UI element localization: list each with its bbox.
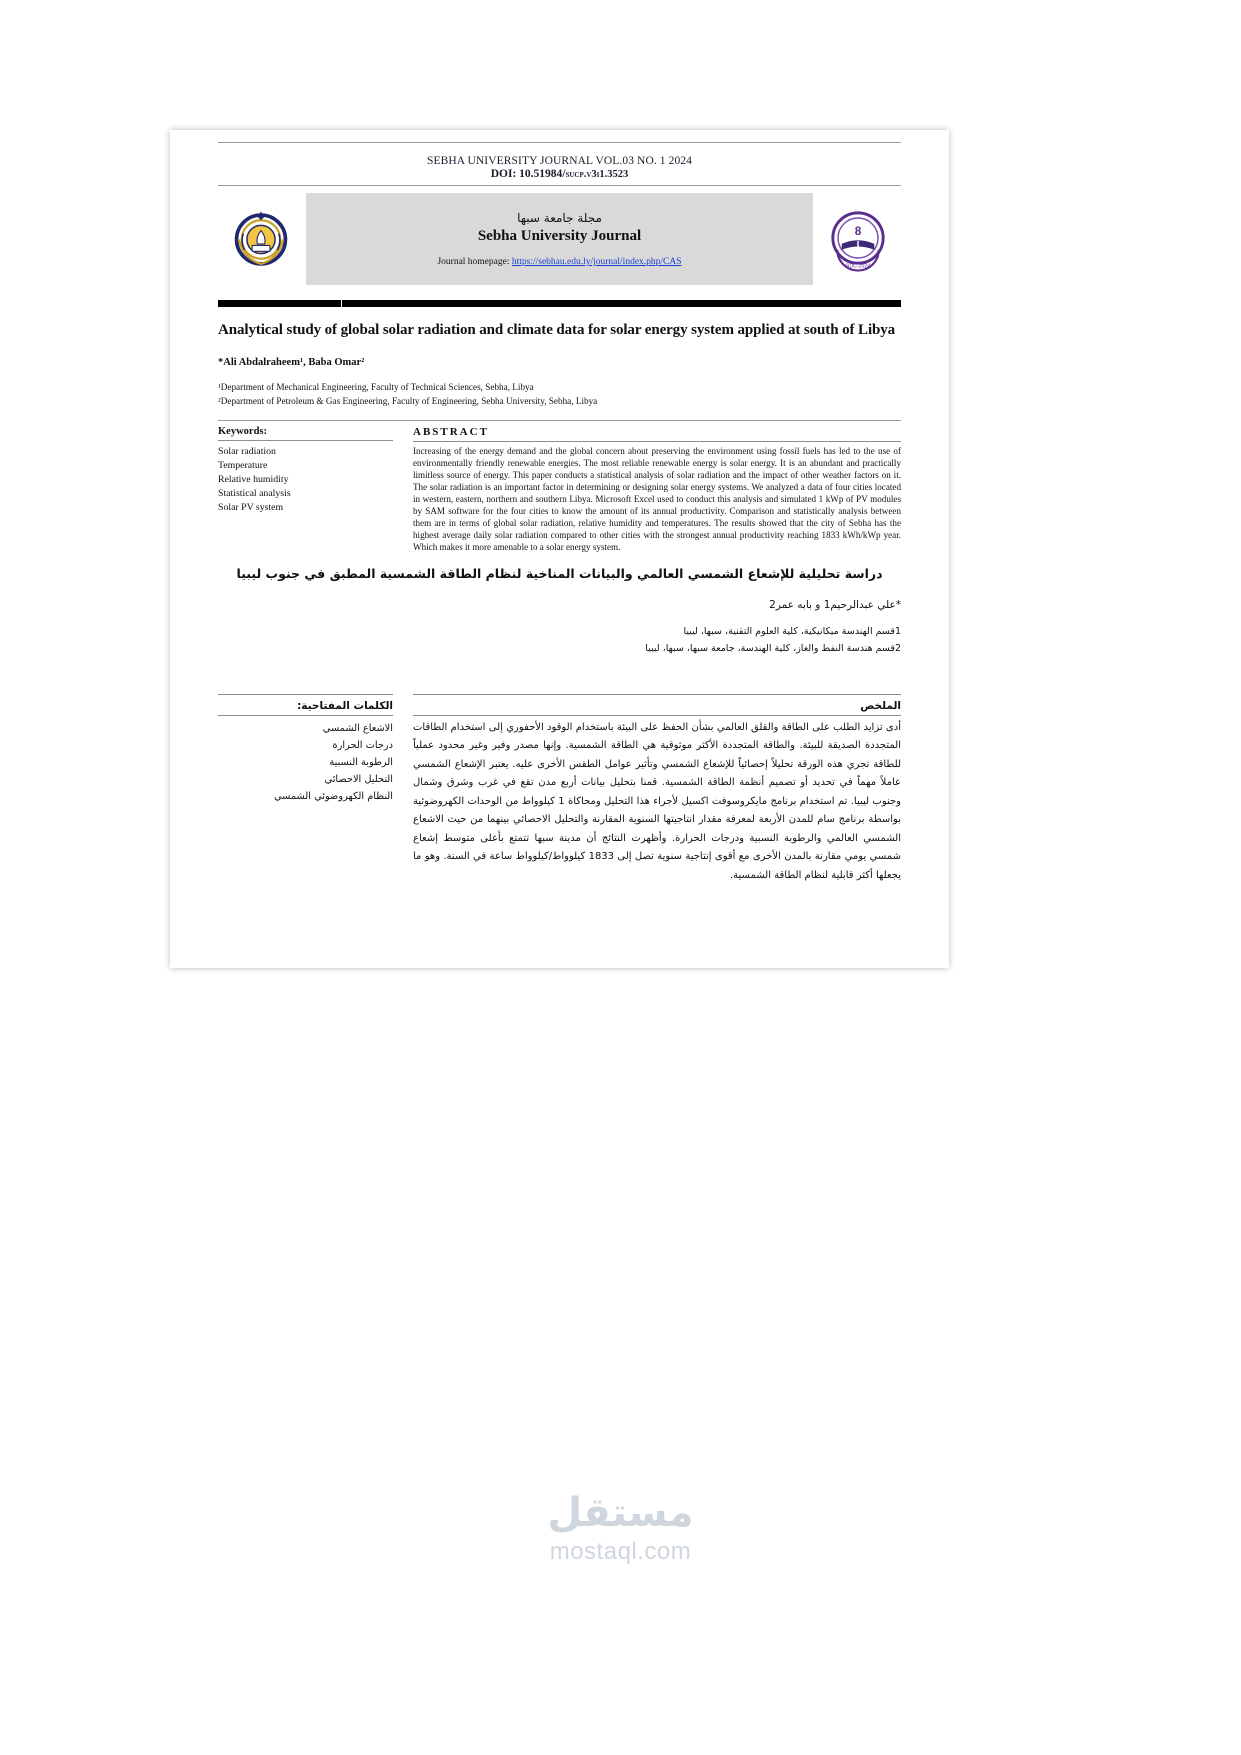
arabic-keyword-item: النظام الكهروضوئي الشمسي [273,791,393,803]
doi-prefix: DOI: 10.51984/ [490,168,566,180]
sebha-university-seal-icon [224,201,298,275]
watermark-arabic-text: مستقل [547,1490,694,1536]
arabic-abstract-body: أدى تزايد الطلب على الطاقة والقلق العالمي بشأن الحفظ على البيئة باستخدام الوقود الأحفوري إلى استخدام الطاقات المتجددة الصديقة للبيئة. والطاقة المتجددة الأكثر موثوقية هي الطاقة الشمسية. وإنها مصدر وفير وغير محدود عملياً للطاقة تجري هذه الورقة تحليلاً إحصائياً للإشعاع الشمسي وتأثير عوامل الطقس الأخرى عليه. يعتبر الإشعاع الشمسي عاملاً مهماً في تحديد أو تصميم أنظمة الطاقة الشمسية. قمنا بتحليل بيانات أربع مدن تقع في غرب وشرق وشمال وجنوب ليبيا. تم استخدام برنامج مايكروسوفت اكسيل لأجراء هذا التحليل ومحاكاة 1 كيلوواط من الوحدات الكهروضوئية بواسطة برنامج سام للمدن الأربعة لمعرفة مقدار انتاجيتها السنوية المقارنة والتحليل الاحصائي بينهما من حيث الاشعاع الشمسي العالمي والرطوبة النسبية ودرجات الحرارة. وأظهرت النتائج أن مدينة سبها تتمتع بأعلى متوسط إشعاع شمسي يومي مقارنة بالمدن الأخرى مع أقوى إنتاجية سنوية تصل إلى 1833 كيلوواط/كيلوواط ساعة في السنة. وهو ما يجعلها أكثر قابلية لنظام الطاقة الشمسية. [413,721,902,881]
arabic-affiliations [218,624,901,657]
arabic-title: دراسة تحليلية للإشعاع الشمسي العالمي والبيانات المناخية لنظام الطاقة الشمسية المطبق في جنوب ليبيا [236,566,883,582]
author-list: *Ali Abdalraheem¹, Baba Omar² [218,356,365,368]
watermark-url-text: mostaql.com [549,1538,692,1565]
keyword-item: Temperature [218,460,268,472]
journal-issue-line: SEBHA UNIVERSITY JOURNAL VOL.03 NO. 1 2024 [426,155,693,167]
arabic-keywords-list [218,716,393,806]
journal-emblem-icon [821,201,895,275]
abstract-body: Increasing of the energy demand and the global concern about preserving the environment using fossil fuels has led to the use of environmentally friendly renewable energies. The most reliable renewable energy is solar energy. It is an abundant and practically limitless source of energy. This paper conducts a statistical analysis of solar radiation and the impact of other weather factors on it. The solar radiation is an important factor in determining or designing solar energy systems. We analyzed a data of four cities located in western, eastern, northern and southern Libya. Microsoft Excel used to conduct this analysis and simulated 1 kWp of PV modules by SAM software for the four cities to know the amount of its annual productivity. Comparison and statistically analysis between them are in terms of global solar radiation, relative humidity and temperatures. The results showed that the city of Sebha has the highest average daily solar radiation compared to other cities with the strongest annual productivity reaching 1833 kWh/kWp year. Which makes it more amenable to a solar energy system. [413,446,901,553]
affiliation-1: ¹Department of Mechanical Engineering, Faculty of Technical Sciences, Sebha, Libya [218,381,534,392]
arabic-affiliation-1: 1قسم الهندسة ميكانيكية، كلية العلوم التقنية، سبها، ليبيا [683,626,901,638]
masthead-top-rule [218,142,901,143]
masthead-bottom-rule [218,185,901,186]
arabic-author-list: *علي عبدالرحيم1 و بابه عمر2 [769,599,901,612]
journal-homepage-line [437,257,681,267]
keyword-item: Solar PV system [218,502,284,514]
page-content [218,142,901,885]
keyword-item: Solar radiation [218,446,276,458]
arabic-keyword-item: الرطوبة النسبية [329,756,393,768]
affiliations [218,381,901,409]
arabic-keyword-item: الاشعاع الشمسي [322,722,393,734]
arabic-abstract-heading: الملخص [860,699,901,712]
doi-suffix: sucp.v3i1.3523 [565,169,629,180]
abstract-heading: ABSTRACT [413,426,489,439]
keywords-column [218,421,403,553]
doi-line [218,168,901,180]
keyword-item: Relative humidity [218,474,289,486]
keyword-item: Statistical analysis [218,488,291,500]
abstract-column [403,421,901,553]
arabic-keyword-item: درجات الحرارة [332,739,393,751]
homepage-label: Journal homepage: [437,257,512,267]
arabic-keywords-heading: الكلمات المفتاحية: [297,699,393,712]
svg-text:SUC-2024: SUC-2024 [845,263,871,270]
journal-title-english: Sebha University Journal [477,228,642,244]
homepage-link[interactable]: https://sebhau.edu.ly/journal/index.php/CAS [511,257,682,267]
abstract-section-arabic [218,694,901,886]
arabic-keyword-item: التحليل الاحصائي [324,774,393,786]
section-divider-bar [218,300,901,307]
svg-text:8: 8 [854,224,862,239]
affiliation-2: ²Department of Petroleum & Gas Engineering, Faculty of Engineering, Sebha University, Sebha, Libya [218,395,598,406]
arabic-affiliation-2: 2قسم هندسة النفط والغاز، كلية الهندسة، جامعة سبها، سبها، ليبيا [645,643,901,655]
arabic-abstract-column [403,694,901,886]
mostaql-watermark [0,1490,1241,1566]
abstract-section-english [218,421,901,553]
journal-title-arabic: مجلة جامعة سبها [517,211,602,225]
page-title: Analytical study of global solar radiation and climate data for solar energy system applied at south of Libya [218,322,896,338]
document-page [170,130,949,968]
journal-banner [218,193,901,285]
arabic-keywords-column [218,694,403,886]
keywords-heading: Keywords: [218,426,267,438]
journal-title-band [306,193,813,285]
keywords-list [218,441,393,515]
